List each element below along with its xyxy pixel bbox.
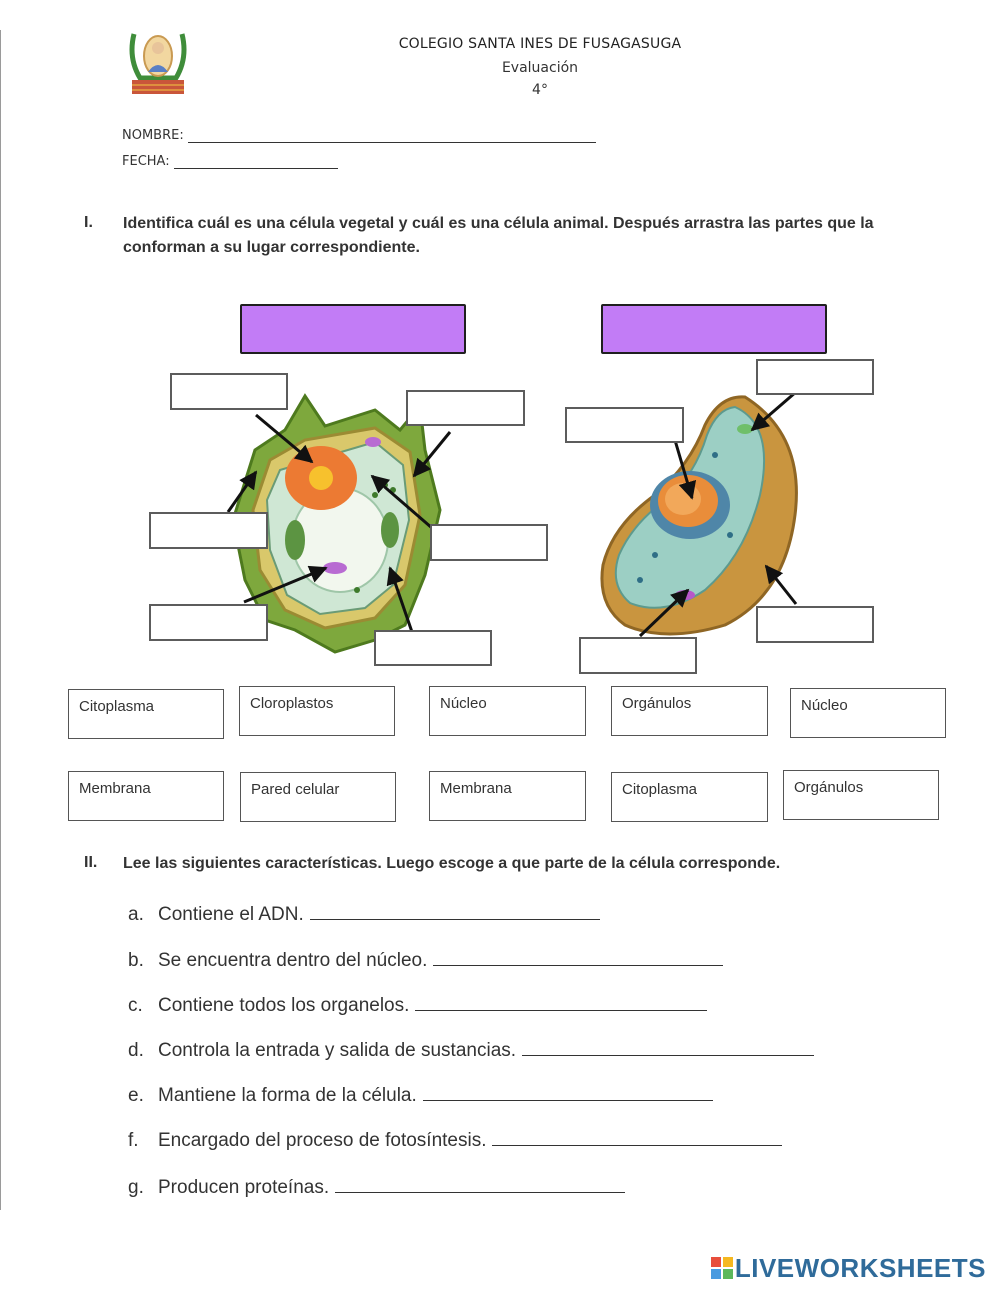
question-text: Contiene todos los organelos. [158,995,410,1016]
grade-label: 4° [532,82,548,98]
animal-label-dropbox-3[interactable] [756,606,874,643]
arrow-plant-membrane [228,472,256,512]
arrow-animal-membrane [752,392,796,430]
word-chip-r2-4[interactable]: Citoplasma [611,772,768,822]
question-letter: e. [128,1085,144,1106]
answer-line-b[interactable] [433,964,723,966]
word-chip-r2-2[interactable]: Pared celular [240,772,396,822]
plant-label-dropbox-1[interactable] [170,373,288,410]
arrow-animal-cytoplasm [766,566,796,604]
animal-label-dropbox-1[interactable] [756,359,874,395]
word-chip-r2-1[interactable]: Membrana [68,771,224,821]
word-chip-r1-3[interactable]: Núcleo [429,686,586,736]
question-letter: d. [128,1040,144,1061]
word-chip-r1-1[interactable]: Citoplasma [68,689,224,739]
word-chip-r2-3[interactable]: Membrana [429,771,586,821]
answer-line-a[interactable] [310,918,600,920]
question-text: Mantiene la forma de la célula. [158,1085,417,1106]
word-chip-r1-2[interactable]: Cloroplastos [239,686,395,736]
answer-line-g[interactable] [335,1191,625,1193]
question-e [128,1085,713,1107]
question-text: Contiene el ADN. [158,904,304,925]
arrow-animal-organelle [640,590,688,636]
word-chip-r1-4[interactable]: Orgánulos [611,686,768,736]
section-1-number: I. [84,214,93,231]
plant-label-dropbox-4[interactable] [430,524,548,561]
arrow-plant-organelle [372,476,432,528]
school-name: COLEGIO SANTA INES DE FUSAGASUGA [398,36,682,52]
question-c [128,995,707,1017]
arrow-plant-cellwall [414,432,450,476]
section-2-number: II. [84,854,98,871]
brand-text: LIVEWORKSHEETS [734,1253,986,1283]
section-2-instruction: Lee las siguientes características. Luego escoge a que parte de la célula corresponde. [123,855,781,872]
liveworksheets-logo-icon [711,1257,733,1279]
name-label: NOMBRE: [122,128,184,143]
section-1-instruction-line1: Identifica cuál es una célula vegetal y cuál es una célula animal. Después arrastra las partes que la [123,215,874,232]
question-letter: g. [128,1177,144,1198]
evaluation-title: Evaluación [501,60,579,76]
section-1-instruction-line2: conforman a su lugar correspondiente. [123,239,420,256]
question-g [128,1177,625,1199]
answer-line-f[interactable] [492,1144,782,1146]
plant-label-dropbox-3[interactable] [149,512,268,549]
plant-label-dropbox-6[interactable] [374,630,492,666]
answer-line-d[interactable] [522,1054,814,1056]
arrow-plant-nucleus [256,415,312,462]
plant-label-dropbox-5[interactable] [149,604,268,641]
question-f [128,1130,782,1152]
word-chip-r1-5[interactable]: Núcleo [790,688,946,738]
question-text: Producen proteínas. [158,1177,330,1198]
question-d [128,1040,814,1062]
question-a [128,904,600,926]
arrow-plant-cytoplasm [390,568,412,632]
question-letter: a. [128,904,144,925]
question-b [128,950,723,972]
question-text: Se encuentra dentro del núcleo. [158,950,428,971]
question-letter: c. [128,995,143,1016]
word-chip-r2-5[interactable]: Orgánulos [783,770,939,820]
answer-line-c[interactable] [415,1009,707,1011]
question-text: Encargado del proceso de fotosíntesis. [158,1130,487,1151]
question-letter: f. [128,1130,139,1151]
question-text: Controla la entrada y salida de sustancias. [158,1040,517,1061]
animal-label-dropbox-4[interactable] [579,637,697,674]
question-letter: b. [128,950,144,971]
date-label: FECHA: [122,154,170,169]
animal-label-dropbox-2[interactable] [565,407,684,443]
plant-label-dropbox-2[interactable] [406,390,525,426]
arrow-plant-chloroplast [244,568,326,602]
answer-line-e[interactable] [423,1099,713,1101]
liveworksheets-brand[interactable] [711,1253,986,1284]
